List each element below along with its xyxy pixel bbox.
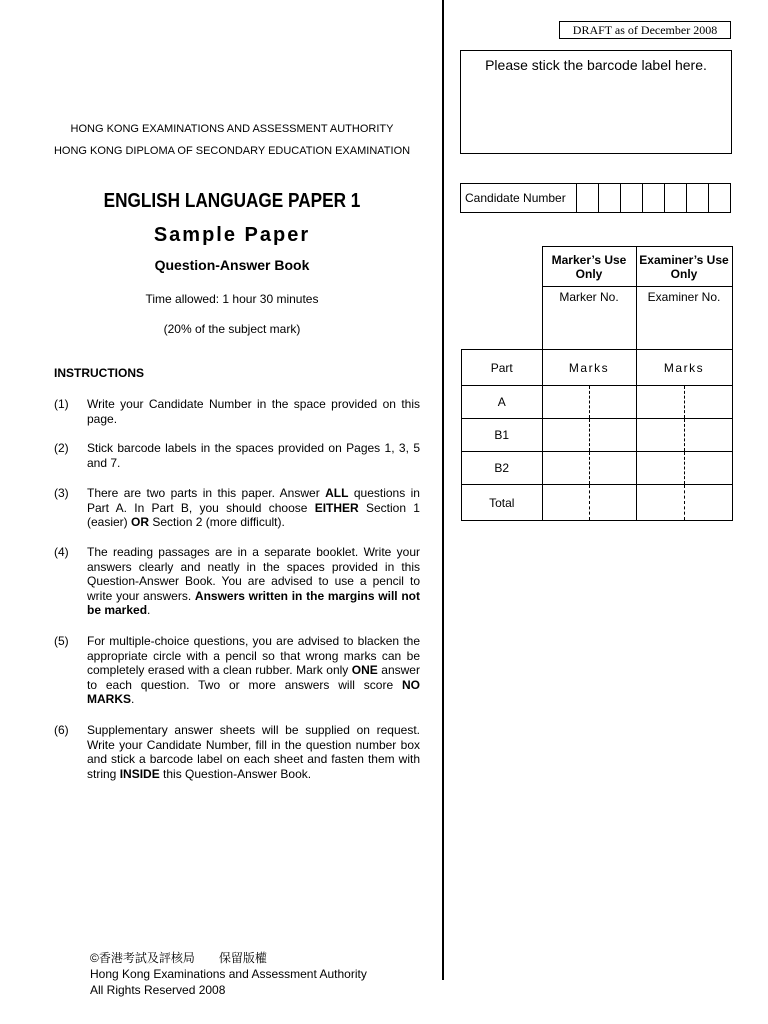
candidate-digit-box[interactable] [599, 184, 621, 212]
instruction-segment: . [131, 692, 135, 707]
authority-name: HONG KONG EXAMINATIONS AND ASSESSMENT AUTHORITY [70, 123, 394, 135]
instruction-emphasis: EITHER [314, 500, 359, 515]
instruction-emphasis: NO MARKS [87, 677, 420, 707]
instruction-emphasis: Answers written in the margins will not be marked [87, 588, 420, 618]
candidate-digit-box[interactable] [577, 184, 599, 212]
candidate-digit-box[interactable] [687, 184, 709, 212]
copyright-english: Hong Kong Examinations and Assessment Authority [90, 967, 367, 981]
candidate-number-box [460, 183, 731, 213]
instruction-emphasis: OR [131, 515, 150, 530]
copyright-chinese: ©香港考試及評核局 保留版權 [90, 951, 267, 965]
part-label: B2 [462, 452, 543, 485]
draft-notice: DRAFT as of December 2008 [559, 21, 731, 39]
copyright-rights: All Rights Reserved 2008 [90, 983, 226, 997]
instruction-number: (5) [54, 634, 69, 648]
candidate-digit-box[interactable] [665, 184, 687, 212]
instruction-emphasis: INSIDE [119, 766, 160, 781]
instruction-text [87, 441, 420, 470]
examiner-marks-cell[interactable] [636, 419, 732, 452]
instruction-text [87, 397, 420, 426]
instruction-number: (6) [54, 723, 69, 737]
examiner-marks-header: Marks [636, 350, 732, 386]
instruction-item [54, 545, 420, 618]
marks-table [461, 246, 733, 521]
copyright-footer [90, 950, 367, 998]
instruction-segment: Section 1 (easier) [87, 500, 420, 530]
instruction-segment: Supplementary answer sheets will be supplied on request. Write your Candidate Number, fill in the question number box and stick a barcode label on each sheet and fasten them with string [87, 723, 420, 781]
instructions-heading: INSTRUCTIONS [54, 366, 144, 380]
marker-use-header: Marker’s Use Only [542, 247, 636, 287]
time-allowed: Time allowed: 1 hour 30 minutes [145, 292, 319, 306]
instruction-text [87, 634, 420, 707]
instruction-emphasis: ALL [325, 486, 349, 500]
instruction-text [87, 723, 420, 781]
candidate-digit-box[interactable] [621, 184, 643, 212]
barcode-label-text: Please stick the barcode label here. [485, 57, 707, 73]
examiner-marks-cell[interactable] [636, 452, 732, 485]
instruction-item [54, 486, 420, 530]
center-divider [442, 0, 444, 980]
instruction-segment: The reading passages are in a separate booklet. Write your answers clearly and neatly in the spaces provided in this Question-Answer Book. You are advised to use a pencil to write your answers. [87, 545, 420, 603]
marker-marks-header: Marks [542, 350, 636, 386]
instruction-item [54, 634, 420, 707]
instruction-segment: answer to each question. Two or more answers will score [87, 663, 420, 692]
candidate-digit-box[interactable] [643, 184, 665, 212]
instruction-segment: For multiple-choice questions, you are advised to blacken the appropriate circle with a pencil so that wrong marks can be completely erased with a clean rubber. Mark only [87, 634, 420, 678]
part-label: A [462, 386, 543, 419]
paper-title: ENGLISH LANGUAGE PAPER 1 [103, 190, 361, 212]
instruction-item [54, 441, 420, 470]
instruction-text [87, 486, 420, 530]
instruction-segment: this Question-Answer Book. [159, 766, 312, 781]
candidate-number-label: Candidate Number [461, 184, 577, 212]
instruction-emphasis: ONE [351, 663, 378, 678]
examiner-no-label: Examiner No. [647, 290, 721, 304]
book-title: Question-Answer Book [154, 257, 310, 273]
marker-marks-cell[interactable] [542, 485, 636, 521]
part-label: B1 [462, 419, 543, 452]
instruction-number: (4) [54, 545, 69, 559]
instruction-segment: Section 2 (more difficult). [149, 515, 285, 530]
instruction-item [54, 397, 420, 426]
examiner-marks-cell[interactable] [636, 485, 732, 521]
instruction-number: (1) [54, 397, 69, 411]
instruction-text [87, 545, 420, 618]
subject-weight: (20% of the subject mark) [163, 322, 301, 336]
exam-name: HONG KONG DIPLOMA OF SECONDARY EDUCATION EXAMINATION [53, 145, 411, 157]
examiner-marks-cell[interactable] [636, 386, 732, 419]
instruction-segment: questions in Part A. In Part B, you should choose [87, 486, 420, 515]
instruction-item [54, 723, 420, 781]
examiner-no-cell[interactable] [636, 287, 732, 350]
candidate-digit-box[interactable] [709, 184, 730, 212]
marker-no-label: Marker No. [559, 290, 619, 304]
marker-marks-cell[interactable] [542, 419, 636, 452]
part-column-header: Part [462, 350, 543, 386]
marker-no-cell[interactable] [542, 287, 636, 350]
instruction-number: (2) [54, 441, 69, 455]
instruction-segment: There are two parts in this paper. Answer [87, 486, 326, 500]
instruction-number: (3) [54, 486, 69, 500]
instruction-segment: Write your Candidate Number in the space provided on this page. [87, 397, 420, 426]
instruction-segment: . [147, 603, 151, 618]
barcode-label-area[interactable] [460, 50, 732, 154]
part-label: Total [462, 485, 543, 521]
marker-marks-cell[interactable] [542, 386, 636, 419]
instruction-segment: Stick barcode labels in the spaces provided on Pages 1, 3, 5 and 7. [87, 441, 420, 470]
sample-paper-title: Sample Paper [153, 224, 311, 246]
examiner-use-header: Examiner’s Use Only [636, 247, 732, 287]
marker-marks-cell[interactable] [542, 452, 636, 485]
